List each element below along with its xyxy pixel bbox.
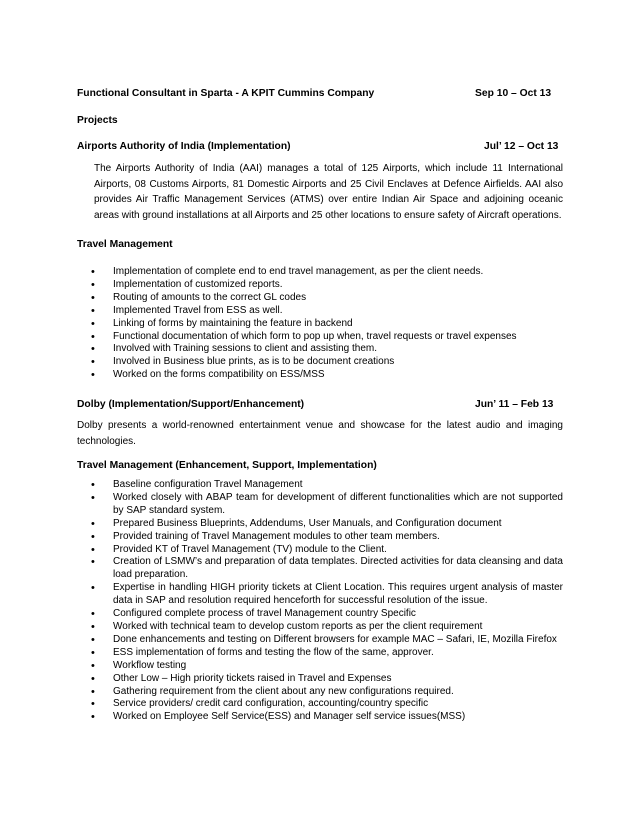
bullet-icon: •: [91, 530, 95, 543]
list-item: • Routing of amounts to the correct GL codes: [91, 291, 307, 304]
bullet-icon: •: [91, 659, 95, 672]
list-item: • Service providers/ credit card configuration, accounting/country specific: [91, 698, 429, 711]
bullet-icon: •: [91, 620, 95, 633]
aai-project-header: [77, 141, 563, 152]
bullet-icon: •: [91, 343, 95, 356]
dolby-project-header: [77, 399, 563, 410]
bullet-icon: •: [91, 330, 95, 343]
bullet-icon: •: [91, 672, 95, 685]
bullet-icon: •: [91, 356, 95, 369]
aai-bullet-list: [77, 266, 563, 382]
dolby-project-dates: Jun’ 11 – Feb 13: [475, 399, 554, 410]
dolby-section-heading: [77, 460, 563, 471]
dolby-project-title: Dolby (Implementation/Support/Enhancement): [77, 399, 305, 410]
bullet-icon: •: [91, 685, 95, 698]
list-item: • Workflow testing: [91, 659, 187, 672]
list-item: • Linking of forms by maintaining the feature in backend: [91, 317, 353, 330]
list-item: • Involved in Business blue prints, as is to be document creations: [91, 356, 395, 369]
aai-description: The Airports Authority of India (AAI) manages a total of 125 Airports, which include 11 International Airports, 08 Customs Airports, 81 Domestic Airports and 25 Civil Enclaves at Defence Airfields. AAI also provides Air Traffic Management Services (ATMS) over entire Indian Air Space and adjoining oceanic areas with ground installations at all Airports and 25 other locations to ensure safety of Aircraft operations.: [94, 163, 563, 221]
projects-heading: [77, 115, 563, 126]
bullet-icon: •: [91, 543, 95, 556]
list-item: • Provided training of Travel Management modules to other team members.: [91, 530, 440, 543]
list-item: • Implementation of customized reports.: [91, 278, 283, 291]
job-role: Functional Consultant in Sparta - A KPIT Cummins Company: [77, 88, 375, 99]
dolby-description: Dolby presents a world-renowned entertainment venue and showcase for the latest audio and imaging technologies.: [77, 420, 563, 447]
job-dates: Sep 10 – Oct 13: [475, 88, 552, 99]
aai-section-heading: [77, 239, 563, 250]
bullet-icon: •: [91, 608, 95, 621]
bullet-icon: •: [91, 633, 95, 646]
list-item: • Done enhancements and testing on Different browsers for example MAC – Safari, IE, Mozilla Firefox: [91, 633, 557, 646]
aai-project-dates: Jul’ 12 – Oct 13: [484, 141, 559, 152]
bullet-icon: •: [91, 646, 95, 659]
bullet-icon: •: [91, 291, 95, 304]
aai-project-title: Airports Authority of India (Implementation): [77, 141, 291, 152]
list-item: • Gathering requirement from the client about any new configurations required.: [91, 685, 454, 698]
job-header: [77, 88, 563, 99]
list-item: • Baseline configuration Travel Management: [91, 479, 303, 491]
list-item: • Provided KT of Travel Management (TV) module to the Client.: [91, 543, 387, 556]
bullet-icon: •: [91, 317, 95, 330]
list-item: • Implemented Travel from ESS as well.: [91, 304, 283, 317]
list-item: • Involved with Training sessions to client and assisting them.: [91, 343, 378, 356]
bullet-icon: •: [91, 556, 95, 569]
bullet-icon: •: [91, 479, 95, 491]
list-item: • Implementation of complete end to end travel management, as per the client needs.: [91, 266, 484, 278]
bullet-icon: •: [91, 491, 95, 504]
list-item: • Creation of LSMW’s and preparation of data templates. Directed activities for data cleansing and data load preparation.: [91, 556, 563, 581]
list-item: • Configured complete process of travel Management country Specific: [91, 608, 416, 621]
bullet-icon: •: [91, 266, 95, 278]
dolby-section-title: Travel Management (Enhancement, Support, Implementation): [77, 460, 377, 471]
bullet-icon: •: [91, 369, 95, 382]
dolby-bullet-list: [77, 479, 563, 724]
list-item: • Prepared Business Blueprints, Addendums, User Manuals, and Configuration document: [91, 517, 502, 530]
bullet-icon: •: [91, 582, 95, 595]
list-item: • Worked on the forms compatibility on ESS/MSS: [91, 369, 325, 382]
bullet-icon: •: [91, 711, 95, 724]
list-item: • Expertise in handling HIGH priority tickets at Client Location. This requires urgent analysis of master data in SAP and resolution required henceforth for successful resolution of the issue.: [91, 582, 563, 607]
list-item: • Other Low – High priority tickets raised in Travel and Expenses: [91, 672, 392, 685]
list-item: • ESS implementation of forms and testing the flow of the same, approver.: [91, 646, 434, 659]
bullet-icon: •: [91, 304, 95, 317]
list-item: • Worked on Employee Self Service(ESS) and Manager self service issues(MSS): [91, 711, 466, 724]
bullet-icon: •: [91, 278, 95, 291]
list-item: • Worked closely with ABAP team for development of different functionalities which are not supported by SAP standard system.: [91, 491, 563, 516]
list-item: • Worked with technical team to develop custom reports as per the client requirement: [91, 620, 483, 633]
projects-label: Projects: [77, 115, 118, 126]
aai-section-title: Travel Management: [77, 239, 173, 250]
bullet-icon: •: [91, 698, 95, 711]
bullet-icon: •: [91, 517, 95, 530]
list-item: • Functional documentation of which form to pop up when, travel requests or travel expenses: [91, 330, 517, 343]
